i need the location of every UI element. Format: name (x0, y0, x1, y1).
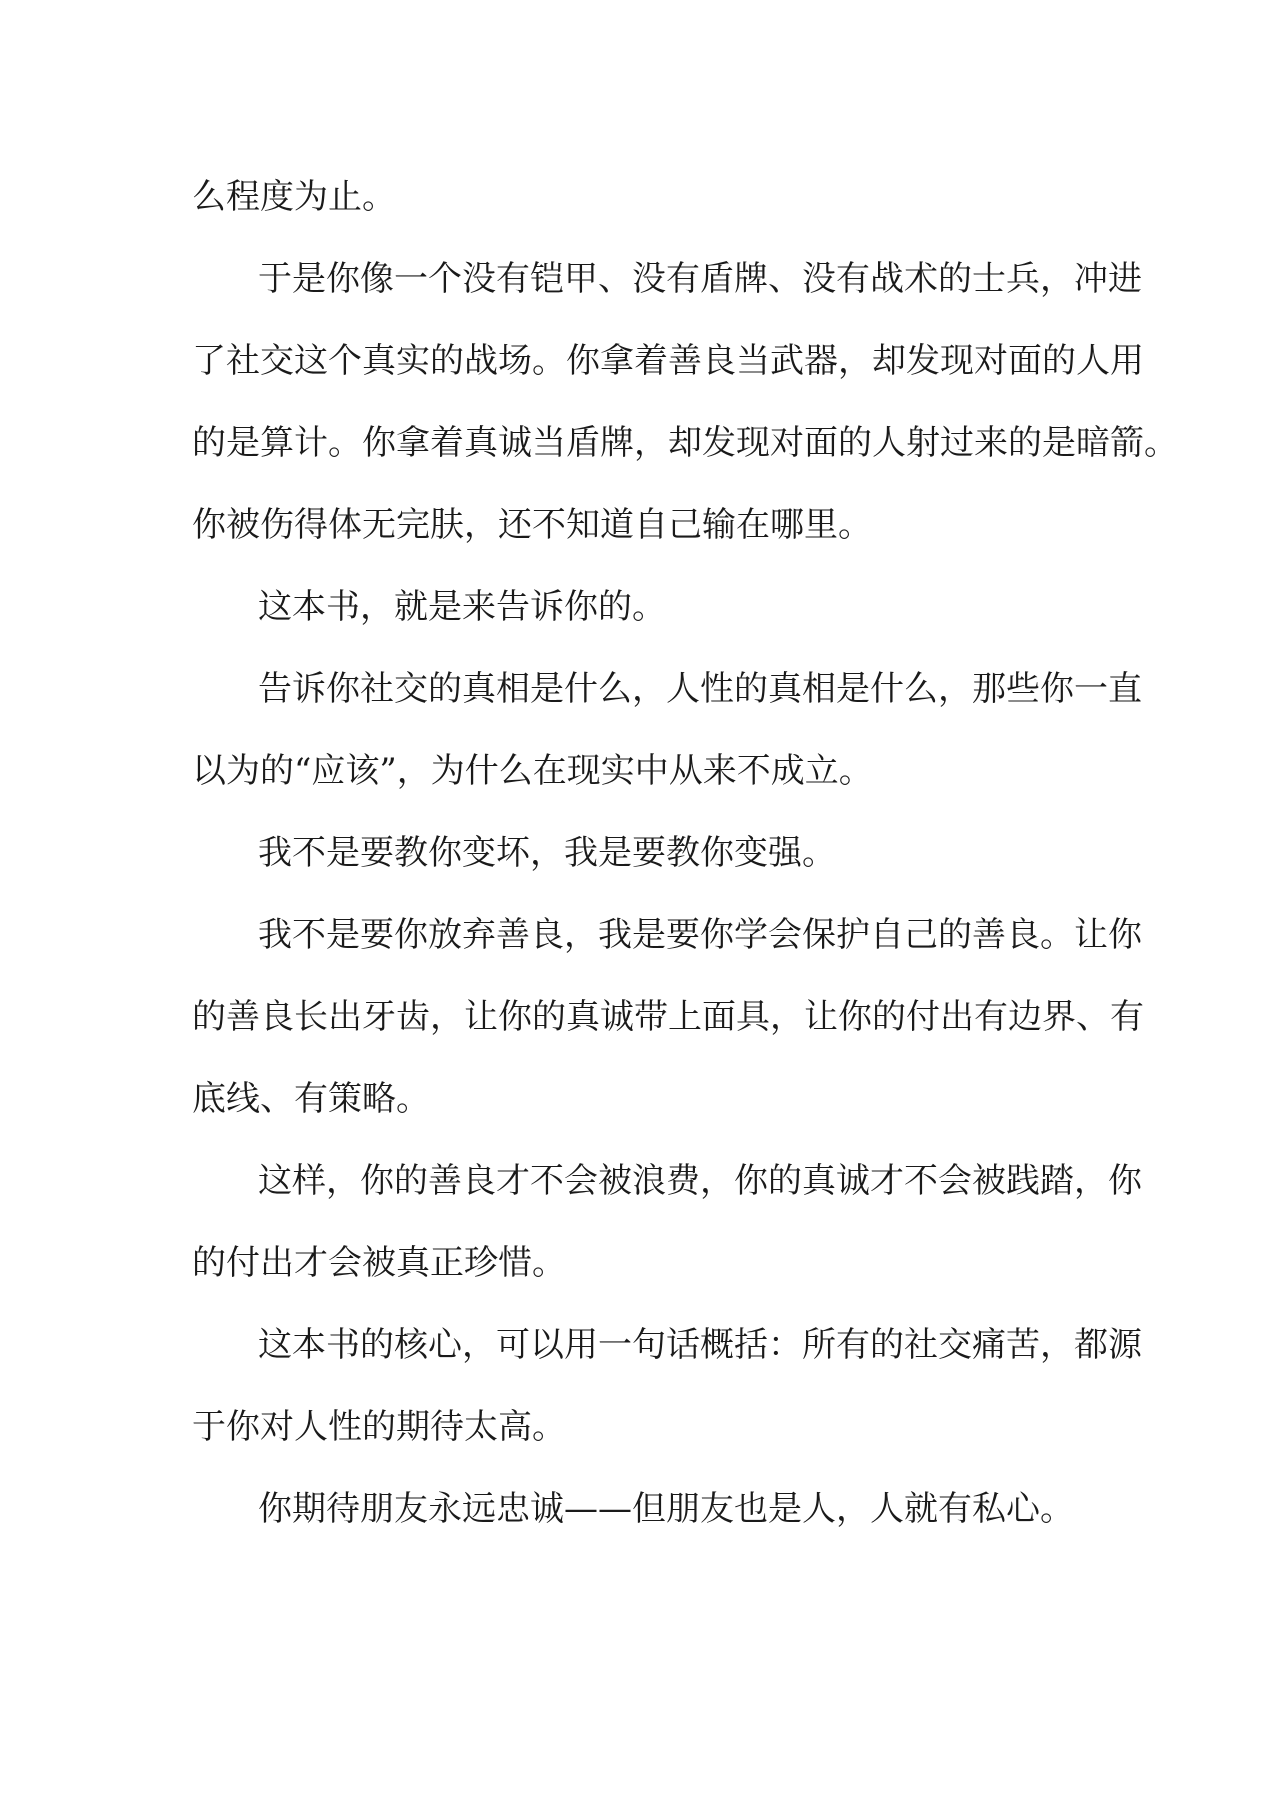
text-line: 我不是要教你变坏，我是要教你变强。 (258, 833, 836, 873)
text-line: 我不是要你放弃善良，我是要你学会保护自己的善良。让你 (258, 915, 1142, 955)
text-line: 告诉你社交的真相是什么，人性的真相是什么，那些你一直 (258, 669, 1142, 709)
text-line: 的善良长出牙齿，让你的真诚带上面具，让你的付出有边界、有 (192, 997, 1144, 1037)
text-line: 你被伤得体无完肤，还不知道自己输在哪里。 (192, 505, 872, 545)
text-line: 你期待朋友永远忠诚——但朋友也是人，人就有私心。 (258, 1489, 1074, 1529)
text-line: 的是算计。你拿着真诚当盾牌，却发现对面的人射过来的是暗箭。 (192, 423, 1178, 463)
text-line: 于是你像一个没有铠甲、没有盾牌、没有战术的士兵，冲进 (258, 259, 1142, 299)
body-text (192, 170, 1178, 1564)
text-line: 这本书，就是来告诉你的。 (258, 587, 666, 627)
text-line: 以为的“应该”，为什么在现实中从来不成立。 (192, 751, 873, 791)
text-line: 的付出才会被真正珍惜。 (192, 1243, 566, 1283)
text-line: 么程度为止。 (192, 177, 396, 217)
text-line: 了社交这个真实的战场。你拿着善良当武器，却发现对面的人用 (192, 341, 1144, 381)
text-line: 底线、有策略。 (192, 1079, 430, 1119)
text-line: 这样，你的善良才不会被浪费，你的真诚才不会被践踏，你 (258, 1161, 1142, 1201)
text-line: 这本书的核心，可以用一句话概括：所有的社交痛苦，都源 (258, 1325, 1142, 1365)
text-line: 于你对人性的期待太高。 (192, 1407, 566, 1447)
